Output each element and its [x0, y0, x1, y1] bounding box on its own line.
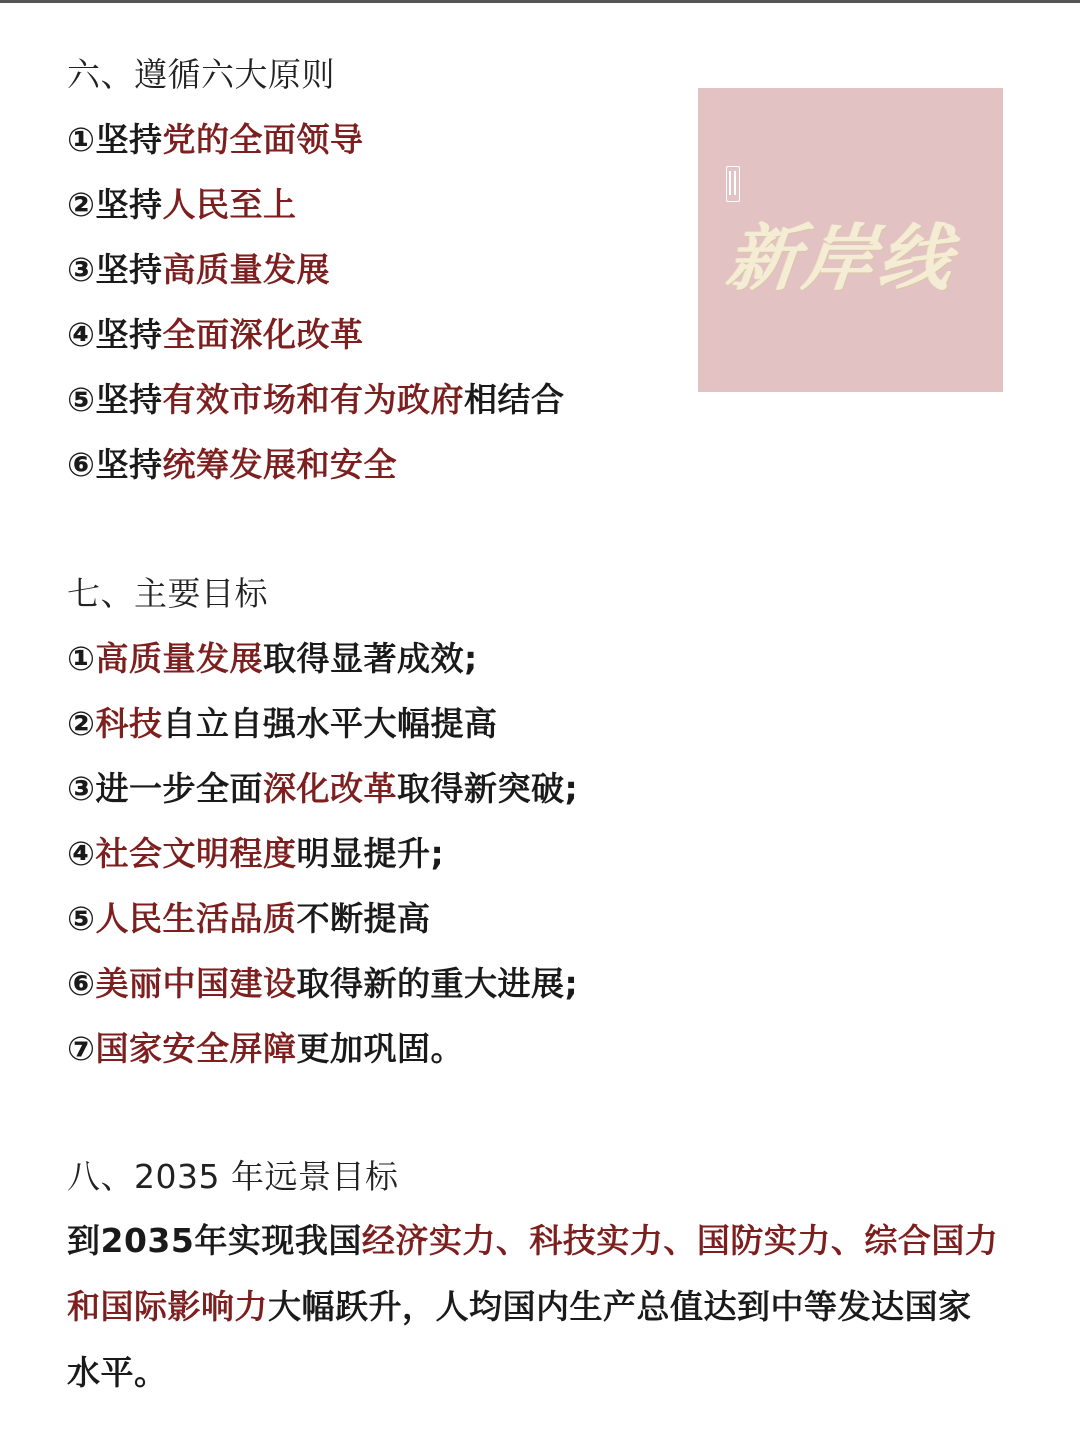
- principle-item-6: ⑥坚持统筹发展和安全: [67, 445, 397, 484]
- top-divider: [0, 0, 1080, 3]
- goal-item-5: ⑤人民生活品质不断提高: [67, 899, 431, 938]
- goal-item-4: ④社会文明程度明显提升;: [67, 834, 445, 873]
- principle-item-1: ①坚持党的全面领导: [67, 120, 364, 159]
- section-7-heading: 七、主要目标: [67, 574, 268, 613]
- section-8-heading: 八、2035 年远景目标: [67, 1157, 399, 1196]
- principle-item-3: ③坚持高质量发展: [67, 250, 330, 289]
- goal-item-7: ⑦国家安全屏障更加巩固。: [67, 1029, 464, 1068]
- vision-line-2: 和国际影响力大幅跃升，人均国内生产总值达到中等发达国家: [67, 1287, 972, 1326]
- goal-item-6: ⑥美丽中国建设取得新的重大进展;: [67, 964, 579, 1003]
- principle-item-4: ④坚持全面深化改革: [67, 315, 364, 354]
- goal-item-2: ②科技自立自强水平大幅提高: [67, 704, 498, 743]
- goal-item-3: ③进一步全面深化改革取得新突破;: [67, 769, 579, 808]
- goal-item-1: ①高质量发展取得显著成效;: [67, 639, 478, 678]
- vision-line-1: 到2035年实现我国经济实力、科技实力、国防实力、综合国力: [67, 1221, 999, 1260]
- logo-banner: [698, 88, 1003, 392]
- logo-text: 新岸线: [722, 215, 960, 300]
- seal-icon: [726, 166, 740, 202]
- vision-line-3: 水平。: [67, 1353, 168, 1392]
- principle-item-5: ⑤坚持有效市场和有为政府相结合: [67, 380, 565, 419]
- principle-item-2: ②坚持人民至上: [67, 185, 297, 224]
- section-6-heading: 六、遵循六大原则: [67, 55, 335, 94]
